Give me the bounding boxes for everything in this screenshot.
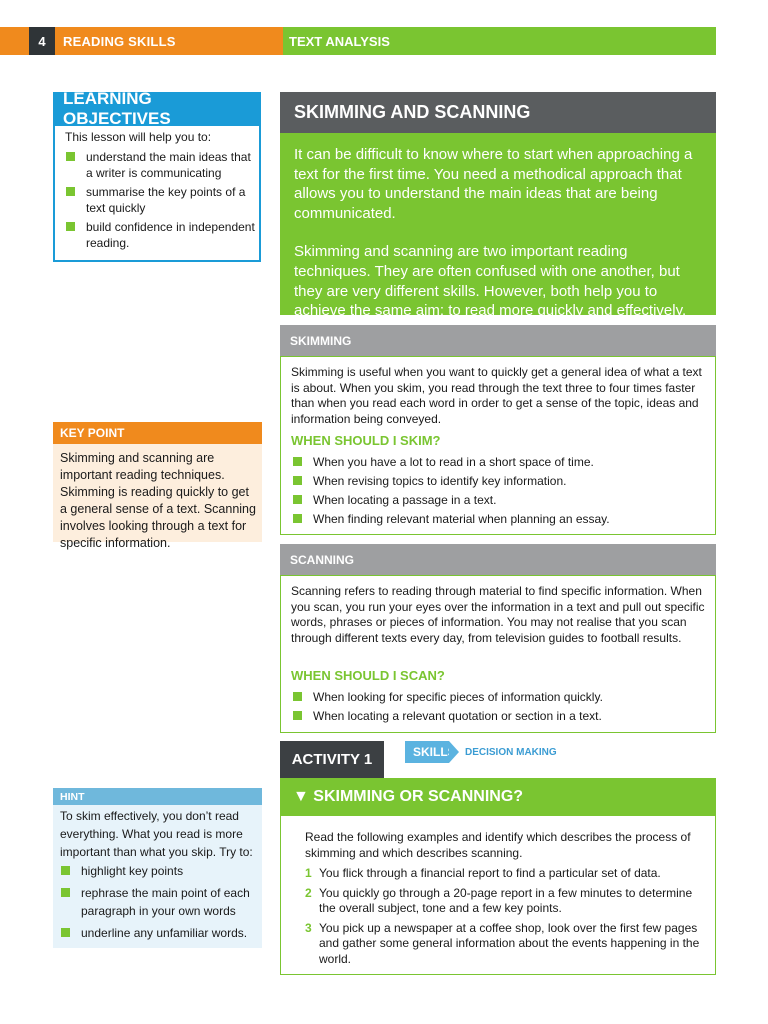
skimming-subheading: WHEN SHOULD I SKIM? [291, 433, 441, 448]
list-item: When revising topics to identify key information. [292, 474, 710, 490]
learning-objectives-title: LEARNING OBJECTIVES [53, 92, 261, 126]
learning-objectives-list [65, 150, 257, 255]
list-item: underline any unfamiliar words. [60, 924, 256, 942]
scanning-subheading: WHEN SHOULD I SCAN? [291, 668, 445, 683]
activity-tab: ACTIVITY 1 [280, 741, 384, 778]
list-item: When locating a passage in a text. [292, 493, 710, 509]
activity-instructions: Read the following examples and identify which describes the process of skimming and which describes scanning. [305, 830, 691, 860]
bullet-square-icon [293, 457, 302, 466]
key-point-label: KEY POINT [53, 422, 262, 444]
hint-label: HINT [53, 788, 262, 805]
list-item: rephrase the main point of each paragraph in your own words [60, 884, 256, 920]
list-item: understand the main ideas that a writer is communicating [65, 150, 257, 181]
intro-paragraph: Skimming and scanning are two important reading techniques. They are often confused with one another, but they are very different skills. However, both help you to achieve the same aim: to read more quickly and effectively. [294, 243, 687, 320]
list-item: build confidence in independent reading. [65, 220, 257, 251]
skimming-heading: SKIMMING [280, 325, 716, 356]
list-item: 3 You pick up a newspaper at a coffee shop, look over the first few pages and gather some general information about the events happening in the world. [305, 920, 700, 966]
intro-paragraph: It can be difficult to know where to start when approaching a text for the first time. You need a methodical approach that allows you to understand the main ideas that are being communicated. [294, 146, 693, 222]
bullet-square-icon [293, 711, 302, 720]
bullet-square-icon [66, 222, 75, 231]
item-number: 3 [305, 920, 312, 935]
list-item: summarise the key points of a text quickly [65, 185, 257, 216]
list-item: When you have a lot to read in a short space of time. [292, 455, 710, 471]
item-number: 2 [305, 885, 312, 900]
item-number: 1 [305, 866, 312, 880]
skills-tag: SKILLS [405, 741, 449, 763]
intro-panel [280, 133, 716, 320]
bullet-square-icon [61, 928, 70, 937]
hint-text: To skim effectively, you don’t read everything. What you read is more important than what you skip. Try to: [60, 809, 253, 859]
list-item: 1 You flick through a financial report to find a particular set of data. [305, 866, 661, 880]
hint-box [53, 805, 262, 948]
list-item: When locating a relevant quotation or section in a text. [292, 709, 710, 725]
skills-value: DECISION MAKING [465, 746, 557, 758]
bullet-square-icon [293, 692, 302, 701]
skimming-list [292, 455, 710, 531]
bullet-square-icon [61, 888, 70, 897]
bullet-square-icon [61, 866, 70, 875]
bullet-square-icon [66, 187, 75, 196]
page-number: 4 [29, 27, 55, 55]
list-item: When finding relevant material when planning an essay. [292, 512, 710, 528]
key-point-text: Skimming and scanning are important reading techniques. Skimming is reading quickly to get a general sense of a text. Scanning involves looking through a text for specific information. [53, 444, 262, 542]
activity-list [305, 866, 705, 971]
list-item: 2 You quickly go through a 20-page report in a few minutes to determine the overall subject, tone and a few key points. [305, 885, 693, 915]
hint-list [60, 862, 256, 942]
skills-arrow-icon [449, 741, 459, 763]
bullet-square-icon [293, 495, 302, 504]
learning-objectives-intro: This lesson will help you to: [65, 130, 212, 144]
section-label-text-analysis: TEXT ANALYSIS [289, 33, 390, 49]
section-label-reading-skills: READING SKILLS [63, 33, 176, 49]
scanning-heading: SCANNING [280, 544, 716, 575]
page-title: SKIMMING AND SCANNING [280, 92, 716, 133]
activity-title: ▼ SKIMMING OR SCANNING? [280, 778, 716, 815]
bullet-square-icon [66, 152, 75, 161]
list-item: highlight key points [60, 862, 256, 880]
bullet-square-icon [293, 476, 302, 485]
skimming-text: Skimming is useful when you want to quickly get a general idea of what a text is about. When you skim, you read through the text three to four times faster than when you read each word in order to get a sense of the topic, ideas and information being conveyed. [291, 365, 702, 426]
scanning-list [292, 690, 710, 728]
scanning-text: Scanning refers to reading through material to find specific information. When you scan, you run your eyes over the information in a text and pull out specific words, phrases or pieces of information. You may not realise that you scan through different texts every day, from television guides to football results. [291, 584, 705, 645]
list-item: When looking for specific pieces of information quickly. [292, 690, 710, 706]
bullet-square-icon [293, 514, 302, 523]
